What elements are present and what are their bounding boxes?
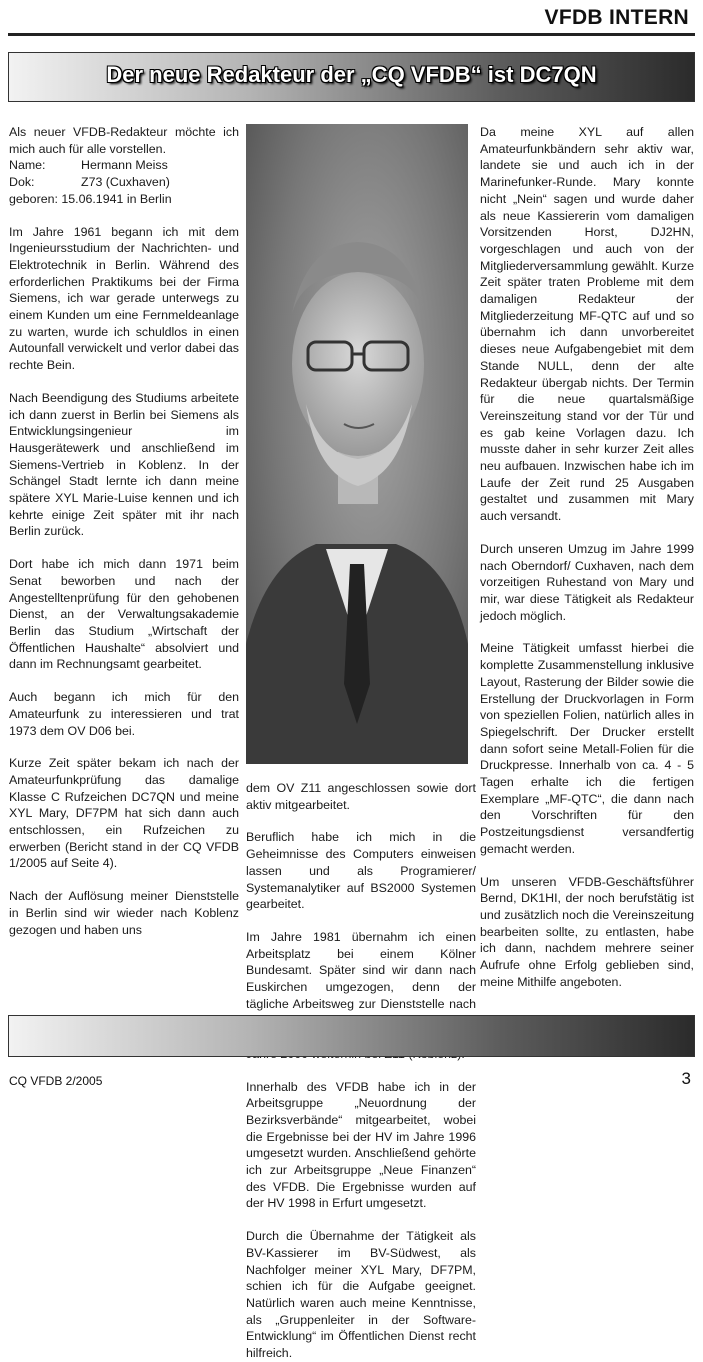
title-band xyxy=(8,52,695,102)
paragraph: Nach Beendigung des Studiums arbeitete ich dann zuerst in Berlin bei Siemens als Entwicklungsingenieur im Hausgerätewerk und anschließend im Siemens-Vertrieb in Koblenz. In der Schängel Stadt lernte ich dann meine spätere XYL Marie-Luise kennen und ich kehrte einige Zeit später mit ihr nach Berlin zurück. xyxy=(9,390,239,539)
paragraph: Dort habe ich mich dann 1971 beim Senat beworben und nach der Angestelltenprüfung für den gehobenen Dienst, an der Verwaltungsakademie Berlin das Studium „Wirtschaft der Öffentlichen Haushalte“ absolviert und dann im Rechnungsamt gearbeitet. xyxy=(9,557,239,672)
page-number: 3 xyxy=(681,1069,691,1088)
intro-text: Als neuer VFDB-Redakteur möchte ich mich auch für alle vorstellen. xyxy=(9,125,239,156)
footer-band xyxy=(8,1015,695,1057)
paragraph: Durch unseren Umzug im Jahre 1999 nach Oberndorf/ Cuxhaven, nach dem vorzeitigen Ruhestand von Mary und mir, war diese Tätigkeit als Redakteur jedoch möglich. xyxy=(480,541,694,623)
portrait-photo xyxy=(246,124,468,764)
paragraph: dem OV Z11 angeschlossen sowie dort aktiv mitgearbeitet. xyxy=(246,781,476,812)
article-column-3 xyxy=(480,124,694,990)
paragraph: Kurze Zeit später bekam ich nach der Amateurfunkprüfung das damalige Klasse C Rufzeichen DC7QN und meine XYL Mary, DF7PM hat sich dann auch entschlossen, ein Rufzeichen zu erwerben (Bericht stand in der CQ VFDB 1/2005 auf Seite 4). xyxy=(9,756,239,871)
info-value: Hermann Meiss xyxy=(81,158,168,173)
article-column-2 xyxy=(246,780,476,1362)
paragraph: Innerhalb des VFDB habe ich in der Arbeitsgruppe „Neuordnung der Bezirksverbände“ mitgearbeitet, wobei die Ergebnisse bei der HV im Jahre 1996 umgesetzt wurden. Anschließend gehörte ich zur Arbeitsgruppe „Neue Finanzen“ des VFDB. Die Ergebnisse wurden auf der HV 1998 in Erfurt umgesetzt. xyxy=(246,1079,476,1211)
issue-label: CQ VFDB 2/2005 xyxy=(9,1074,103,1088)
paragraph: Durch die Übernahme der Tätigkeit als BV-Kassierer im BV-Südwest, als Nachfolger meiner XYL Mary, DF7PM, schien ich für die Aufgabe geeignet. Natürlich waren auch meine Kenntnisse, als „Gruppenleiter in der Software-Entwicklung“ im Öffentlichen Dienst recht hilfreich. xyxy=(246,1229,476,1361)
info-value: Z73 (Cuxhaven) xyxy=(81,175,170,190)
intro-block xyxy=(9,124,239,208)
paragraph: Beruflich habe ich mich in die Geheimnisse des Computers einweisen lassen und als Programierer/ Systemanalytiker auf BS2000 Systemen gearbeitet. xyxy=(246,830,476,912)
portrait-illustration xyxy=(246,124,468,764)
info-row-name xyxy=(9,157,239,174)
paragraph: Auch begann ich mich für den Amateurfunk zu interessieren und trat 1973 dem OV D06 bei. xyxy=(9,690,239,738)
article-title: Der neue Redakteur der „CQ VFDB“ ist DC7QN xyxy=(106,62,597,87)
paragraph: Im Jahre 1981 übernahm ich einen Arbeitsplatz bei einem Kölner Bundesamt. Später sind wir dann nach Euskirchen umgezogen, denn der tägliche Arbeitsweg zur Dienststelle nach xyxy=(246,929,476,1011)
article-column-1 xyxy=(9,124,239,938)
paragraph: Im Jahre 1961 begann ich mit dem Ingenieursstudium der Nachrichten- und Elektrotechnik in Berlin. Während des erforderlichen Praktikums bei der Firma Siemens, ich war gerade unterwegs zu einem Kunden um eine Fernmeldeanlage zu warten, wurde ich schuldlos in einen Autounfall verwickelt und verlor dabei das rechte Bein. xyxy=(9,224,239,373)
paragraph: Meine Tätigkeit umfasst hierbei die komplette Zusammenstellung inklusive Layout, Rasterung der Bilder sowie die Erstellung der Druckvorlagen in Form von speziellen Folien, natürlich alles in Spiegelschrift. Der Drucker erstellt dann sofort seine Metall-Folien für die Druckpresse. Innerhalb von ca. 4 - 5 Tagen erhalte ich die fertigen Exemplare „MF-QTC“, die dann nach den Vorschriften für den Postzeitungsdienst versandfertig gemacht werden. xyxy=(480,641,694,856)
paragraph: Nach der Auflösung meiner Dienststelle in Berlin sind wir wieder nach Koblenz gezogen und haben uns xyxy=(9,889,239,937)
info-row-dok xyxy=(9,174,239,191)
info-key: Name: xyxy=(9,158,46,173)
born-text: geboren: 15.06.1941 in Berlin xyxy=(9,191,172,206)
paragraph: Da meine XYL auf allen Amateurfunkbändern sehr aktiv war, landete sie und auch ich in der Marinefunker-Runde. Mary konnte nicht „Nein“ sagen und wurde daher als neue Kassiererin vom damaligen Vorsitzenden Horst, DJ2HN, vorgeschlagen und auch von der Mitgliederversammlung gewählt. Kurze Zeit später traten Probleme mit dem damaligen Redakteur der Mitgliederzeitung MF-QTC auf und so übernahm ich dann unvorbereitet dieses neue Aufgabengebiet mit dem Stande NULL, denn der alte Redakteur übergab nichts. Der Termin für die neue quartalsmäßige Vereinszeitung stand vor der Tür und es gab keine Vorlagen dazu. Ich musste daher in sehr kurzer Zeit alles neu aufbauen. Inzwischen habe ich im Laufe der Zeit rund 25 Ausgaben gestaltet und zusammen mit Mary auch versandt. xyxy=(480,125,694,524)
info-key: Dok: xyxy=(9,175,35,190)
section-label: VFDB INTERN xyxy=(544,6,689,29)
paragraph: Um unseren VFDB-Geschäftsführer Bernd, DK1HI, der noch berufstätig ist und zusätzlich noch die Vereinszeitung bearbeiten sollte, zu entlasten, habe ich dann, nachdem mehrere seiner Aufrufe ohne Erfolg geblieben sind, meine Mithilfe angeboten. xyxy=(480,874,694,989)
top-rule xyxy=(8,33,695,36)
